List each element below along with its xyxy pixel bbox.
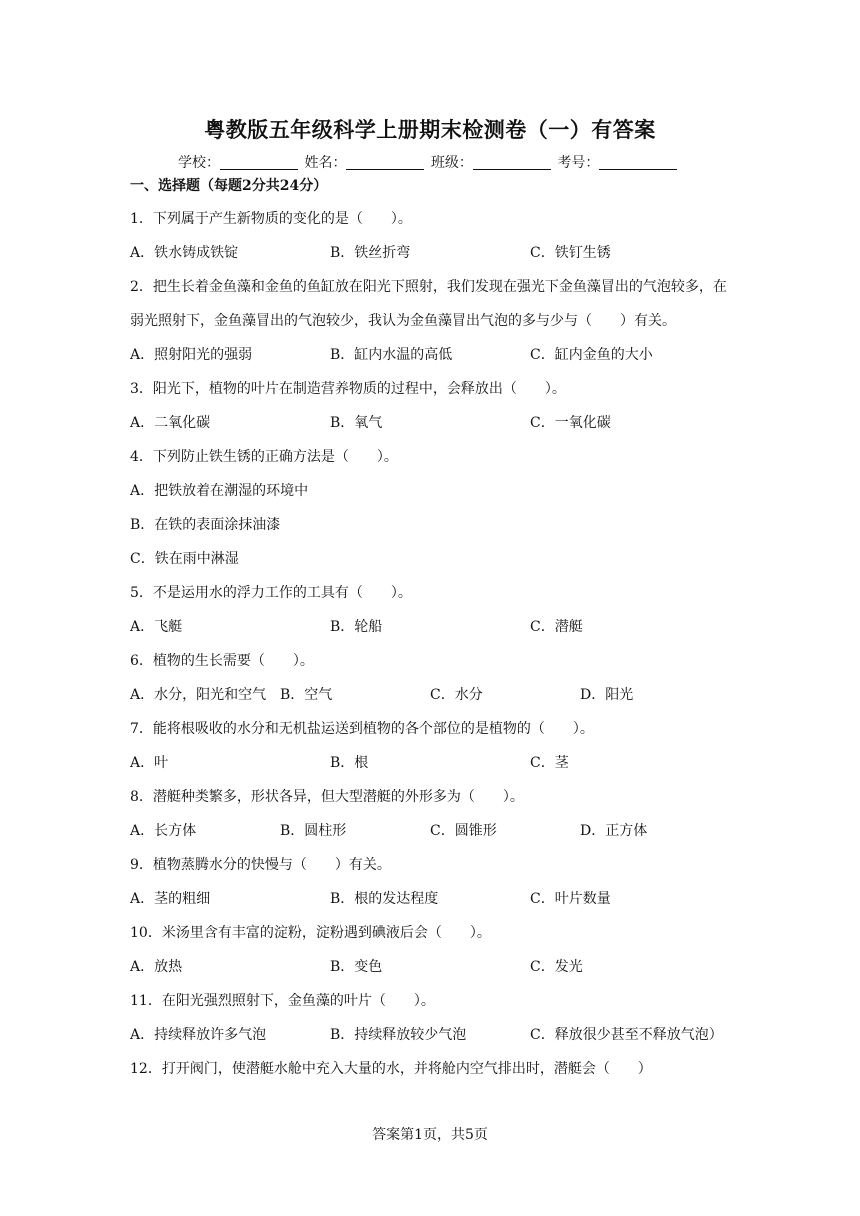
option: A．二氧化碳 (130, 415, 211, 431)
option: B．圆柱形 (280, 823, 347, 839)
option: B．轮船 (330, 619, 383, 635)
question-stem: 6．植物的生长需要（ ）。 (130, 653, 314, 669)
student-info-line (178, 152, 679, 172)
option: C．潜艇 (530, 619, 583, 635)
option-row (130, 678, 735, 712)
option: C．发光 (530, 959, 583, 975)
name-label: 姓名： (304, 155, 347, 171)
option: C．茎 (530, 755, 569, 771)
option: C．铁钉生锈 (530, 245, 611, 261)
question-stem: 2．把生长着金鱼藻和金鱼的鱼缸放在阳光下照射，我们发现在强光下金鱼藻冒出的气泡较多，在弱光照射下，金鱼藻冒出的气泡较少，我认为金鱼藻冒出气泡的多与少与（ ）有关。 (130, 279, 727, 329)
option: A．持续释放许多气泡 (130, 1027, 267, 1043)
option: B．铁丝折弯 (330, 245, 411, 261)
option: B．变色 (330, 959, 383, 975)
option: A．把铁放着在潮湿的环境中 (130, 483, 309, 499)
option: A．茎的粗细 (130, 891, 211, 907)
section-heading: 一、选择题（每题2分共24分） (130, 178, 328, 194)
option-row (130, 610, 735, 644)
option-row (130, 746, 735, 780)
question-list (130, 202, 735, 1086)
option: C．铁在雨中淋湿 (130, 551, 239, 567)
name-blank (346, 155, 424, 170)
option: A．铁水铸成铁锭 (130, 245, 239, 261)
class-blank (473, 155, 551, 170)
school-blank (220, 155, 298, 170)
question-stem: 12．打开阀门，使潜艇水舱中充入大量的水，并将舱内空气排出时，潜艇会（ ） (130, 1061, 652, 1077)
question-stem: 9．植物蒸腾水分的快慢与（ ）有关。 (130, 857, 391, 873)
class-label: 班级： (430, 155, 473, 171)
option: C．一氧化碳 (530, 415, 611, 431)
option: A．放热 (130, 959, 183, 975)
option: C．水分 (430, 687, 483, 703)
option: B．氧气 (330, 415, 383, 431)
option: B．空气 (280, 687, 333, 703)
exam-number-blank (599, 155, 677, 170)
option: D．正方体 (580, 823, 648, 839)
option: A．叶 (130, 755, 169, 771)
option-row (130, 882, 735, 916)
option: C．缸内金鱼的大小 (530, 347, 653, 363)
option-row (130, 1018, 735, 1052)
option: A．照射阳光的强弱 (130, 347, 253, 363)
question-stem: 11．在阳光强烈照射下，金鱼藻的叶片（ ）。 (130, 993, 435, 1009)
exam-number-label: 考号： (557, 155, 600, 171)
option: A．长方体 (130, 823, 197, 839)
question-stem: 7．能将根吸收的水分和无机盐运送到植物的各个部位的是植物的（ ）。 (130, 721, 594, 737)
question-stem: 10．米汤里含有丰富的淀粉，淀粉遇到碘液后会（ ）。 (130, 925, 491, 941)
page-footer: 答案第1页，共5页 (372, 1127, 488, 1143)
option: B．根 (330, 755, 369, 771)
option: C．圆锥形 (430, 823, 497, 839)
question-stem: 3．阳光下，植物的叶片在制造营养物质的过程中，会释放出（ ）。 (130, 381, 566, 397)
option-row (130, 236, 735, 270)
question-stem: 5．不是运用水的浮力工作的工具有（ ）。 (130, 585, 412, 601)
page-title: 粤教版五年级科学上册期末检测卷（一）有答案 (204, 117, 656, 142)
option: C．叶片数量 (530, 891, 611, 907)
question-stem: 1．下列属于产生新物质的变化的是（ ）。 (130, 211, 412, 227)
option: B．在铁的表面涂抹油漆 (130, 517, 281, 533)
option: A．飞艇 (130, 619, 183, 635)
option: C．释放很少甚至不释放气泡） (530, 1027, 723, 1043)
option: A．水分，阳光和空气 (130, 687, 267, 703)
option: B．持续释放较少气泡 (330, 1027, 467, 1043)
option-row (130, 950, 735, 984)
school-label: 学校： (178, 155, 220, 171)
option-row (130, 814, 735, 848)
question-stem: 4．下列防止铁生锈的正确方法是（ ）。 (130, 449, 398, 465)
option: D．阳光 (580, 687, 634, 703)
question-stem: 8．潜艇种类繁多，形状各异，但大型潜艇的外形多为（ ）。 (130, 789, 524, 805)
option: B．缸内水温的高低 (330, 347, 453, 363)
option-row (130, 406, 735, 440)
option: B．根的发达程度 (330, 891, 439, 907)
option-row (130, 338, 735, 372)
